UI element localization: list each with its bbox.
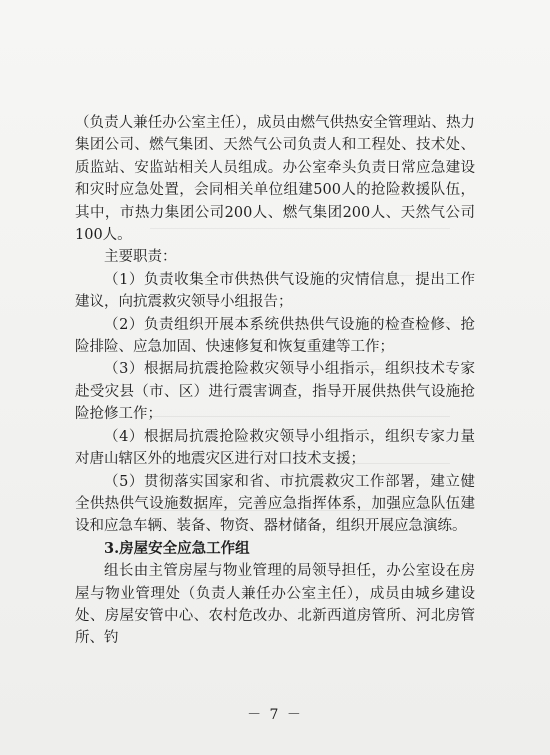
duties-title: 主要职责： bbox=[104, 249, 177, 266]
duty-item-5: （5）贯彻落实国家和省、市抗震救灾工作部署，建立健全供热供气设施数据库，完善应急指挥体系，加强应急队伍建设和应急车辆、装备、物资、器材储备，组织开展应急演练。 bbox=[75, 473, 475, 535]
duty-item-4: （4）根据局抗震抢险救灾领导小组指示，组织专家力量对唐山辖区外的地震灾区进行对口技术支援； bbox=[75, 428, 475, 468]
page-number: － 7 － bbox=[247, 707, 303, 723]
section-paragraph: 组长由主管房屋与物业管理的局领导担任，办公室设在房屋与物业管理处（负责人兼任办公室主任），成员由城乡建设处、房屋安管中心、农村危改办、北新西道房管所、河北房管所、钓 bbox=[75, 563, 475, 647]
body-text bbox=[75, 112, 475, 650]
duty-item-2: （2）负责组织开展本系统供热供气设施的检查检修、抢险排险、应急加固、快速修复和恢复重建等工作； bbox=[75, 316, 475, 356]
duty-item-1: （1）负责收集全市供热供气设施的灾情信息，提出工作建议，向抗震救灾领导小组报告； bbox=[75, 271, 475, 311]
section-heading: 3.房屋安全应急工作组 bbox=[104, 539, 250, 557]
duty-item-3: （3）根据局抗震抢险救灾领导小组指示，组织技术专家赴受灾县（市、区）进行震害调查，指导开展供热供气设施抢险抢修工作； bbox=[75, 361, 475, 423]
intro-paragraph: （负责人兼任办公室主任），成员由燃气供热安全管理站、热力集团公司、燃气集团、天然气公司负责人和工程处、技术处、质监站、安监站相关人员组成。办公室牵头负责日常应急建设和灾时应急处置，会同相关单位组建500人的抢险救援队伍，其中，市热力集团公司200人、燃气集团200人、天然气公司100人。 bbox=[75, 115, 475, 244]
